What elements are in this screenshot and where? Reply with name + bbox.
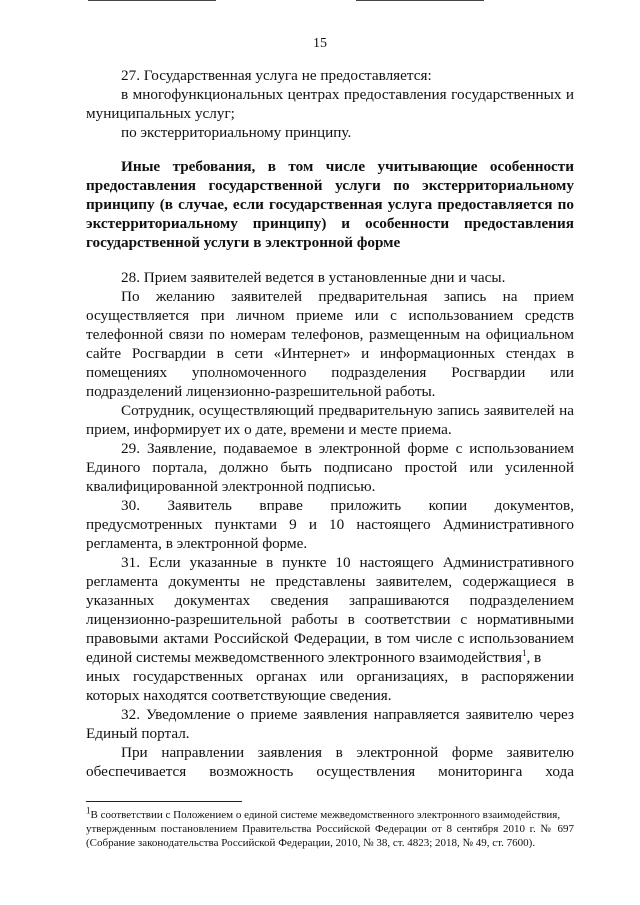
paragraph-32-line: обеспечивается возможность осуществления мониторинга хода (86, 763, 574, 780)
paragraph-30-line: предусмотренных пунктами 9 и 10 настоящего Административного (86, 516, 574, 533)
paragraph-31-line: 31. Если указанные в пункте 10 настоящего Административного (121, 554, 574, 571)
paragraph-32-line: 32. Уведомление о приеме заявления направляется заявителю через (121, 706, 574, 723)
paragraph-27-line: 27. Государственная услуга не предоставляется: (121, 67, 432, 84)
section-heading-line: принципу (в случае, если государственная услуга предоставляется по (86, 196, 574, 213)
section-heading-line: Иные требования, в том числе учитывающие особенности (121, 158, 574, 175)
paragraph-29-line: 29. Заявление, подаваемое в электронной форме с использованием (121, 440, 574, 457)
paragraph-30-line: регламента, в электронной форме. (86, 535, 308, 552)
footnote-separator (86, 801, 242, 802)
paragraph-29-line: Единого портала, должно быть подписано простой или усиленной (86, 459, 574, 476)
paragraph-31-line: которых находятся соответствующие сведения. (86, 687, 392, 704)
top-border-mark-left (88, 0, 216, 1)
paragraph-31-line: иных государственных органах или организациях, в распоряжении (86, 668, 574, 685)
footnote-line (86, 805, 574, 822)
footnote-line: утвержденным постановлением Правительства Российской Федерации от 8 сентября 2010 г. № 697 (86, 823, 574, 835)
paragraph-28-line: Сотрудник, осуществляющий предварительную запись заявителей на (121, 402, 574, 419)
paragraph-31-line-with-footnote (86, 648, 574, 667)
paragraph-28-line: телефонной связи по номерам телефонов, размещенным на официальном (86, 326, 574, 343)
paragraph-28-line: 28. Прием заявителей ведется в установленные дни и часы. (121, 269, 506, 286)
footnote-reference: 1 (521, 647, 527, 658)
paragraph-31-text-end: , в (526, 649, 542, 666)
footnote-marker: 1 (86, 805, 91, 816)
paragraph-28-line: подразделений лицензионно-разрешительной работы. (86, 383, 436, 400)
paragraph-31-text: единой системы межведомственного электронного взаимодействия (86, 649, 522, 666)
paragraph-28-line: По желанию заявителей предварительная запись на прием (121, 288, 574, 305)
paragraph-32-line: При направлении заявления в электронной форме заявителю (121, 744, 574, 761)
paragraph-30-line: 30. Заявитель вправе приложить копии документов, (121, 497, 574, 514)
paragraph-27-line: муниципальных услуг; (86, 105, 235, 122)
page-number: 15 (313, 36, 327, 51)
section-heading-line: предоставления государственной услуги по экстерриториальному (86, 177, 574, 194)
paragraph-28-line: осуществляется при личном приеме или с использованием средств (86, 307, 574, 324)
section-heading-line: государственной услуги в электронной форме (86, 234, 401, 251)
paragraph-31-line: регламента документы не представлены заявителем, содержащиеся в (86, 573, 574, 590)
paragraph-31-line: лицензионно-разрешительной работы в соответствии с нормативными (86, 611, 574, 628)
top-border-mark-right (356, 0, 484, 1)
paragraph-32-line: Единый портал. (86, 725, 190, 742)
paragraph-31-line: правовыми актами Российской Федерации, в том числе с использованием (86, 630, 574, 647)
footnote-text: В соответствии с Положением о единой системе межведомственного электронного взаимодействия, (90, 809, 561, 821)
section-heading-line: экстерриториальному принципу) и особенности предоставления (86, 215, 574, 232)
paragraph-31-line: указанных документах сведения запрашиваются подразделением (86, 592, 574, 609)
footnote-line: (Собрание законодательства Российской Федерации, 2010, № 38, ст. 4823; 2018, № 49, ст. 7600). (86, 837, 536, 849)
paragraph-28-line: сайте Росгвардии в сети «Интернет» и информационных стендах в (86, 345, 574, 362)
paragraph-28-line: прием, информирует их о дате, времени и месте приема. (86, 421, 452, 438)
paragraph-29-line: квалифицированной электронной подписью. (86, 478, 376, 495)
paragraph-28-line: помещениях уполномоченного подразделения Росгвардии или (86, 364, 574, 381)
paragraph-27-line: в многофункциональных центрах предоставления государственных и (121, 86, 574, 103)
paragraph-27-line: по экстерриториальному принципу. (121, 124, 352, 141)
